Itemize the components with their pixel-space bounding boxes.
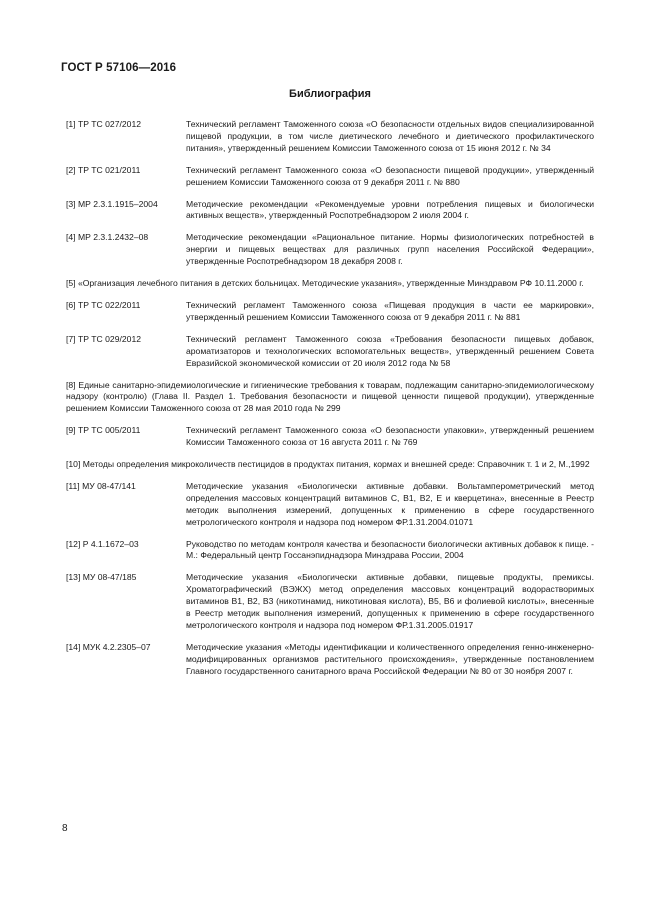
bib-entry-7 [66, 334, 594, 370]
bib-text: Методические указания «Биологически активные добавки. Вольтамперометрический метод определения массовых концентраций витаминов С, В1, В2, Е и кверцетина», внесенные в Реестр методик выполнения измерений, допущенных к применению в сфере государственного метрологического контроля и надзора под номером ФР.1.31.2004.01071 [186, 480, 594, 527]
bib-entry-5: [5] «Организация лечебного питания в детских больницах. Методические указания», утвержденные Минздравом РФ 10.11.2000 г. [66, 278, 584, 289]
page-number: 8 [62, 823, 68, 834]
bib-ref: [12] Р 4.1.1672–03 [66, 538, 139, 549]
document-id: ГОСТ Р 57106—2016 [61, 62, 177, 74]
bib-ref: [13] МУ 08-47/185 [66, 572, 137, 583]
bib-entry-12 [66, 539, 594, 563]
bib-entry-10: [10] Методы определения микроколичеств пестицидов в продуктах питания, кормах и внешней среде: Справочник т. 1 и 2, М.,1992 [66, 459, 590, 470]
bib-text: Технический регламент Таможенного союза «О безопасности отдельных видов специализированной пищевой продукции, в том числе диетического лечебного и диетического профилактического питания», утвержденный решением Комиссии Таможенного союза от 15 июня 2012 г. № 34 [186, 119, 594, 153]
bib-entry-9 [66, 425, 594, 449]
bib-ref: [6] ТР ТС 022/2011 [66, 299, 141, 310]
bib-ref: [2] ТР ТС 021/2011 [66, 164, 141, 175]
bib-entry-6 [66, 300, 594, 324]
bib-entry-1 [66, 119, 594, 155]
bib-text: Методические указания «Биологически активные добавки, пищевые продукты, премиксы. Хроматографический (ВЭЖХ) метод определения массовых концентраций водорастворимых витаминов В1, В2, В3 (никотинамид, никотиновая кислота), В5, В6 и фолиевой кислоты», внесенные в Реестр методик выполнения измерений, допущенных к применению в сфере государственного метрологического контроля и надзора под номером ФР.1.31.2005.01917 [186, 572, 594, 630]
bib-ref: [4] МР 2.3.1.2432–08 [66, 232, 149, 243]
bib-ref: [3] МР 2.3.1.1915–2004 [66, 198, 158, 209]
bibliography-title: Библиография [289, 88, 371, 100]
bib-text: Руководство по методам контроля качества и безопасности биологически активных добавок к пище. - М.: Федеральный центр Госсанэпиднадзора Минздрава России, 2004 [186, 538, 594, 561]
bib-entry-13 [66, 572, 594, 632]
bib-ref: [9] ТР ТС 005/2011 [66, 425, 141, 436]
bib-entry-4 [66, 232, 594, 268]
bibliography-list [66, 119, 594, 688]
bib-text: Технический регламент Таможенного союза «О безопасности упаковки», утвержденный решением Комиссии Таможенного союза от 16 августа 2011 г. № 769 [186, 425, 594, 448]
bib-text: Методические рекомендации «Рекомендуемые уровни потребления пищевых и биологически активных веществ», утвержденный Роспотребнадзором 2 июля 2004 г. [186, 198, 594, 221]
bib-entry-2 [66, 165, 594, 189]
bib-entry-11 [66, 481, 594, 529]
bib-text: Технический регламент Таможенного союза «Пищевая продукция в части ее маркировки», утвержденный решением Комиссии Таможенного союза от 9 декабря 2011 г. № 881 [186, 299, 594, 322]
bib-entry-8: [8] Единые санитарно-эпидемиологические и гигиенические требования к товарам, подлежащим санитарно-эпидемиологическому надзору (контролю) (Глава II. Раздел 1. Требования безопасности и пищевой ценности пищевой продукции), утвержденные решением Комиссии Таможенного союза от 28 мая 2010 года № 299 [66, 379, 594, 414]
bib-text: Методические рекомендации «Рациональное питание. Нормы физиологических потребностей в энергии и пищевых веществах для различных групп населения Российской Федерации», утвержденные Роспотребнадзором 18 декабря 2008 г. [186, 232, 594, 267]
bib-text: Методические указания «Методы идентификации и количественного определения генно-инженерно-модифицированных организмов растительного происхождения», утвержденные постановлением Главного государственного санитарного врача Российской Федерации № 80 от 30 ноября 2007 г. [186, 641, 594, 676]
bib-text: Технический регламент Таможенного союза «Требования безопасности пищевых добавок, ароматизаторов и технологических вспомогательных веществ», утвержденный решением Совета Евразийской экономической комиссии от 20 июля 2012 года № 58 [186, 333, 594, 368]
bib-ref: [7] ТР ТС 029/2012 [66, 333, 141, 344]
bib-text: Технический регламент Таможенного союза «О безопасности пищевой продукции», утвержденный решением Комиссии Таможенного союза от 9 декабря 2011 г. № 880 [186, 164, 594, 187]
bib-entry-14 [66, 642, 594, 678]
bib-ref: [1] ТР ТС 027/2012 [66, 119, 141, 129]
bib-ref: [14] МУК 4.2.2305–07 [66, 641, 151, 652]
bib-ref: [11] МУ 08-47/141 [66, 480, 136, 491]
bib-entry-3 [66, 199, 594, 223]
